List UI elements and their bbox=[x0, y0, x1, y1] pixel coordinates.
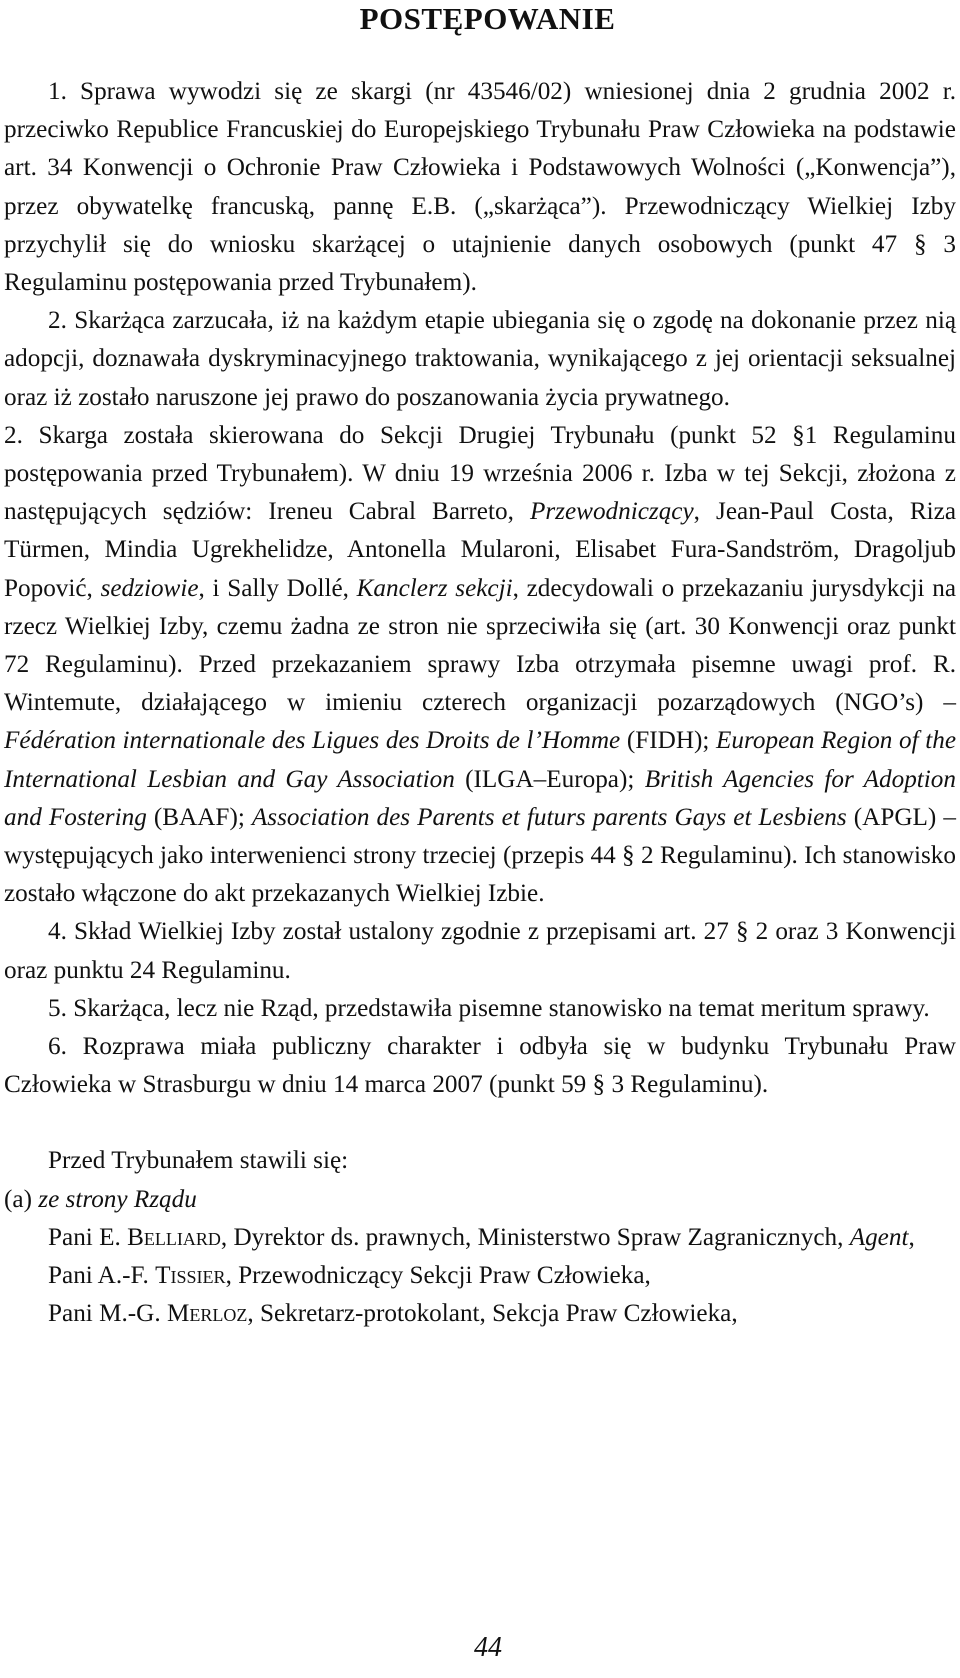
person-3-surname: Merloz bbox=[166, 1300, 248, 1328]
page-number: 44 bbox=[474, 1632, 502, 1663]
person-1 bbox=[4, 1219, 956, 1257]
person-3 bbox=[48, 1295, 956, 1333]
organization-fidh: Fédération internationale des Ligues des Droits de l’Homme bbox=[4, 727, 621, 755]
person-2-function: , Przewodniczący Sekcji Praw Człowieka, bbox=[225, 1262, 651, 1290]
proceedings-body bbox=[4, 73, 956, 1334]
government-group-heading bbox=[4, 1181, 956, 1219]
paragraph-5: 5. Skarżąca, lecz nie Rząd, przedstawiła pisemne stanowisko na temat meritum sprawy. bbox=[48, 994, 930, 1022]
paragraph-3-text-c: , i Sally Dollé, bbox=[198, 574, 357, 602]
judges-role: sedziowie bbox=[100, 574, 199, 602]
person-1-surname: Belliard bbox=[127, 1223, 221, 1251]
paragraph-3-text-h: (APGL) – występujących jako interwenienci strony trzeciej (przepis 44 § 2 Regulaminu). Ich stanowisko zostało włączone do akt przekazanych Wielkiej Izbie. bbox=[4, 803, 956, 908]
paragraph-6: 6. Rozprawa miała publiczny charakter i odbyła się w budynku Trybunału Praw Człowieka w Strasburgu w dniu 14 marca 2007 (punkt 59 § 3 Regulaminu). bbox=[4, 1033, 956, 1099]
person-1-function: , Dyrektor ds. prawnych, Ministerstwo Spraw Zagranicznych, bbox=[220, 1223, 850, 1251]
person-3-function: , Sekretarz-protokolant, Sekcja Praw Człowieka, bbox=[247, 1300, 738, 1328]
person-2 bbox=[48, 1257, 956, 1295]
paragraph-3-text-b: , Jean-Paul Costa, Riza Türmen, Mindia Ugrekhelidze, Antonella Mularoni, Elisabet Fura-Sandström, Dragoljub Popović, bbox=[4, 498, 956, 602]
paragraph-3-text-g: (BAAF); bbox=[146, 803, 252, 831]
paragraph-3 bbox=[4, 417, 956, 914]
paragraph-3-text-e: (FIDH); bbox=[620, 727, 717, 755]
person-3-prefix: Pani M.-G. bbox=[48, 1300, 167, 1328]
paragraph-3-text-f: (ILGA–Europa); bbox=[454, 765, 645, 793]
paragraph-1: 1. Sprawa wywodzi się ze skargi (nr 43546/02) wniesionej dnia 2 grudnia 2002 r. przeciwko Republice Francuskiej do Europejskiego Trybunału Praw Człowieka na podstawie art. 34 Konwencji o Ochronie Praw Człowieka i Podstawowych Wolności („Konwencja”), przez obywatelkę francuską, pannę E.B. („skarżąca”). Przewodniczący Wielkiej Izby przychylił się do wniosku skarżącej o utajnienie danych osobowych (punkt 47 § 3 Regulaminu postępowania przed Trybunałem). bbox=[4, 78, 956, 297]
president-role: Przewodniczący bbox=[529, 498, 694, 526]
document-page bbox=[4, 0, 956, 1678]
paragraph-3-text-d: , zdecydowali o przekazaniu jurysdykcji na rzecz Wielkiej Izby, czemu żadna ze stron nie sprzeciwiła się (art. 30 Konwencji oraz punkt 72 Regulaminu). Przed przekazaniem sprawy Izba otrzymała pisemne uwagi prof. R. Wintemute, działającego w imieniu czterech organizacji pozarządowych (NGO’s) – bbox=[4, 574, 957, 717]
appearances-intro: Przed Trybunałem stawili się: bbox=[48, 1147, 349, 1175]
paragraph-4: 4. Skład Wielkiej Izby został ustalony zgodnie z przepisami art. 27 § 2 oraz 3 Konwencji oraz punktu 24 Regulaminu. bbox=[4, 918, 956, 984]
page-title: POSTĘPOWANIE bbox=[359, 1, 616, 36]
person-1-suffix: , bbox=[908, 1223, 915, 1251]
organization-baaf: British Agencies for Adoption and Fostering bbox=[4, 765, 956, 831]
group-label: (a) bbox=[4, 1185, 39, 1213]
organization-apgl: Association des Parents et futurs parents Gays et Lesbiens bbox=[251, 803, 847, 831]
group-title: ze strony Rządu bbox=[38, 1185, 197, 1213]
person-2-prefix: Pani A.-F. bbox=[48, 1262, 156, 1290]
paragraph-2: 2. Skarżąca zarzucała, iż na każdym etapie ubiegania się o zgodę na dokonanie przez nią adopcji, doznawała dyskryminacyjnego traktowania, wynikającego z jej orientacji seksualnej oraz iż zostało naruszone jej prawo do poszanowania życia prywatnego. bbox=[4, 307, 956, 411]
person-1-prefix: Pani E. bbox=[48, 1223, 128, 1251]
person-2-surname: Tissier bbox=[155, 1262, 226, 1290]
paragraph-3-text-a: 2. Skarga została skierowana do Sekcji Drugiej Trybunału (punkt 52 §1 Regulaminu postępowania przed Trybunałem). W dniu 19 września 2006 r. Izba w tej Sekcji, złożona z następujących sędziów: Ireneu Cabral Barreto, bbox=[4, 421, 956, 526]
organization-ilga: European Region of the International Lesbian and Gay Association bbox=[4, 727, 956, 793]
registrar-role: Kanclerz sekcji bbox=[356, 574, 513, 602]
person-1-role: Agent bbox=[849, 1223, 909, 1251]
